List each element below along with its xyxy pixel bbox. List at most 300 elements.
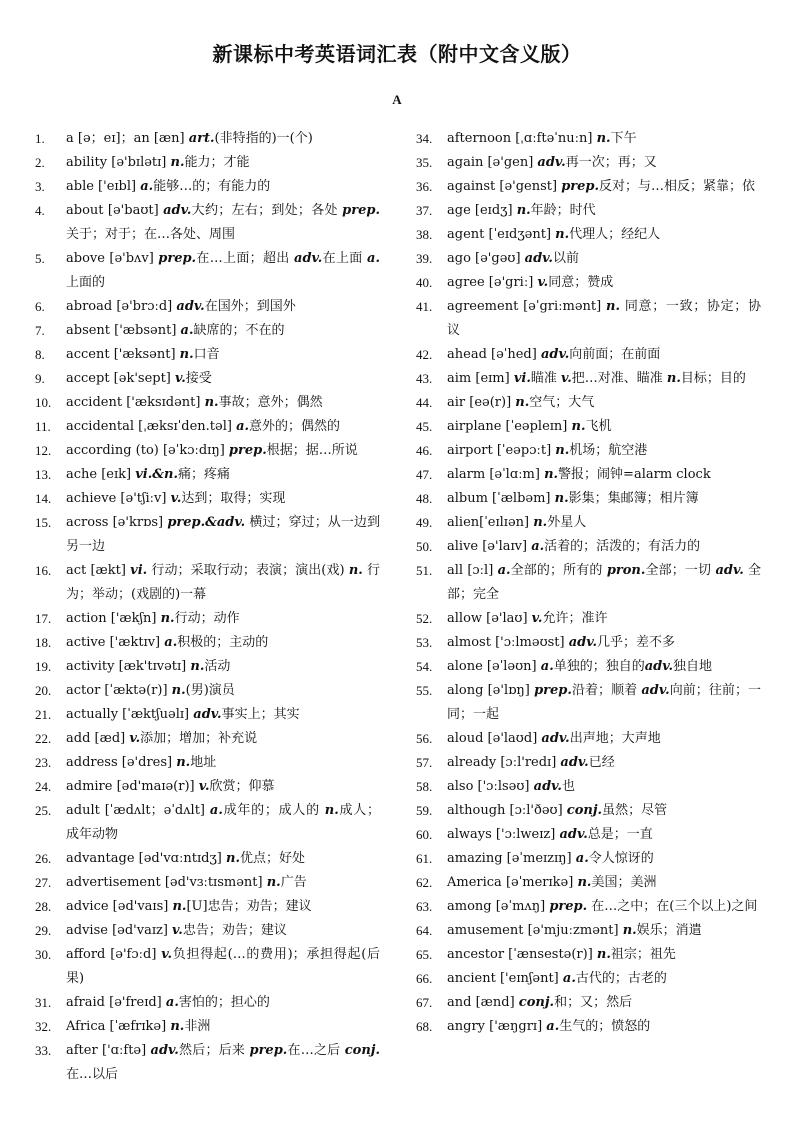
- vocab-entry: [35, 871, 380, 895]
- entry-meaning: 行动；动作: [174, 611, 240, 626]
- entry-meaning: 口音: [193, 347, 220, 362]
- entry-number: 54.: [416, 659, 433, 674]
- part-of-speech: adv.: [641, 683, 670, 698]
- vocab-entry: [416, 415, 761, 439]
- vocab-entry: [35, 343, 380, 367]
- entry-word: alien[ˈeɪlɪən]: [447, 515, 534, 530]
- part-of-speech: art.: [188, 131, 215, 146]
- entry-word: advise [əd'vaɪz]: [66, 923, 173, 938]
- vocab-entry: [416, 727, 761, 751]
- vocab-entry: [416, 463, 761, 487]
- entry-word: afraid [ə'freɪd]: [66, 995, 166, 1010]
- entry-meaning: 负担得起(…的费用)；承担得起(后果): [66, 947, 381, 986]
- entry-meaning: 行动；采取行动；表演；演出(戏): [147, 563, 349, 578]
- entry-number: 46.: [416, 443, 433, 458]
- vocab-entry: [35, 607, 380, 631]
- entry-number: 38.: [416, 227, 433, 242]
- entry-meaning: 痛；疼痛: [177, 467, 230, 482]
- entry-word: aim [eɪm]: [447, 371, 514, 386]
- entry-number: 64.: [416, 923, 433, 938]
- entry-meaning: 意外的；偶然的: [249, 419, 341, 434]
- entry-meaning: 在…之后: [287, 1043, 345, 1058]
- part-of-speech: adv.: [150, 1043, 179, 1058]
- entry-number: 2.: [35, 155, 45, 170]
- entry-text: [447, 679, 761, 727]
- entry-number: 39.: [416, 251, 433, 266]
- part-of-speech: n.: [596, 131, 611, 146]
- entry-meaning: 外星人: [547, 515, 587, 530]
- entry-meaning: 目标；目的: [680, 371, 746, 386]
- entry-meaning: 娱乐；消遣: [636, 923, 702, 938]
- entry-meaning: 已经: [588, 755, 615, 770]
- entry-word: America [əˈmerɪkə]: [447, 875, 578, 890]
- entry-number: 17.: [35, 611, 52, 626]
- entry-meaning: 生气的；愤怒的: [559, 1019, 651, 1034]
- entry-meaning: 接受: [185, 371, 212, 386]
- entry-meaning: 成年的；成人的: [222, 803, 325, 818]
- entry-text: [66, 511, 380, 559]
- vocab-entry: [35, 247, 380, 295]
- entry-number: 65.: [416, 947, 433, 962]
- entry-number: 48.: [416, 491, 433, 506]
- entry-text: [66, 751, 380, 775]
- entry-number: 27.: [35, 875, 52, 890]
- part-of-speech: v.: [170, 491, 182, 506]
- part-of-speech: n.: [577, 875, 592, 890]
- part-of-speech: n.: [606, 299, 621, 314]
- entry-text: [447, 439, 761, 463]
- vocab-entry: [35, 703, 380, 727]
- part-of-speech: n.: [171, 683, 186, 698]
- vocab-entry: [416, 439, 761, 463]
- entry-meaning: 活着的；活泼的；有活力的: [544, 539, 701, 554]
- vocab-entry: [35, 799, 380, 847]
- entry-meaning: 害怕的；担心的: [178, 995, 270, 1010]
- vocab-entry: [35, 727, 380, 751]
- entry-word: action ['ækʃn]: [66, 611, 161, 626]
- entry-number: 23.: [35, 755, 52, 770]
- part-of-speech: n.: [533, 515, 548, 530]
- vocab-entry: [35, 847, 380, 871]
- entry-text: [66, 319, 380, 343]
- part-of-speech: n.: [348, 563, 363, 578]
- entry-number: 15.: [35, 515, 52, 530]
- entry-number: 19.: [35, 659, 52, 674]
- entry-text: [447, 151, 761, 175]
- entry-word: a [ə；eɪ]；an [æn]: [66, 131, 189, 146]
- entry-text: [447, 343, 761, 367]
- entry-meaning: 全部；完全: [447, 563, 761, 602]
- entry-word: accidental [ˌæksɪˈden.təl]: [66, 419, 237, 434]
- entry-meaning: 非洲: [184, 1019, 211, 1034]
- entry-meaning: 全部的；所有的: [510, 563, 607, 578]
- entry-word: all [ɔːl]: [447, 563, 498, 578]
- vocab-entry: [35, 127, 380, 151]
- entry-word: accent ['æksənt]: [66, 347, 180, 362]
- entry-word: activity [æk'tɪvətɪ]: [66, 659, 191, 674]
- vocab-entry: [416, 247, 761, 271]
- part-of-speech: v.: [172, 923, 183, 938]
- part-of-speech: adv.: [193, 707, 222, 722]
- part-of-speech: v.: [175, 371, 186, 386]
- entry-number: 42.: [416, 347, 433, 362]
- entry-word: agreement [əˈgriːmənt]: [447, 299, 607, 314]
- entry-meaning: 在国外；到国外: [204, 299, 296, 314]
- vocab-entry: [416, 127, 761, 151]
- part-of-speech: a.: [540, 659, 554, 674]
- entry-word: address [ə'dres]: [66, 755, 177, 770]
- entry-number: 50.: [416, 539, 433, 554]
- entry-number: 35.: [416, 155, 433, 170]
- part-of-speech: a.: [367, 251, 380, 266]
- entry-number: 25.: [35, 803, 52, 818]
- entry-text: [66, 463, 380, 487]
- entry-text: [447, 535, 761, 559]
- entry-meaning: 达到；取得；实现: [181, 491, 286, 506]
- entry-meaning: 向前；往前；一同；一起: [447, 683, 761, 722]
- entry-meaning: 忠告；劝告；建议: [182, 923, 287, 938]
- entry-word: air [eə(r)]: [447, 395, 516, 410]
- entry-text: [66, 703, 380, 727]
- entry-meaning: 然后；后来: [178, 1043, 250, 1058]
- part-of-speech: prep.: [549, 899, 588, 914]
- entry-number: 52.: [416, 611, 433, 626]
- entry-meaning: 以前: [552, 251, 579, 266]
- part-of-speech: n.: [666, 371, 681, 386]
- entry-number: 68.: [416, 1019, 433, 1034]
- vocab-entry: [35, 655, 380, 679]
- entry-number: 1.: [35, 131, 45, 146]
- entry-meaning: 在…以后: [66, 1067, 119, 1082]
- entry-word: always ['ɔːlweɪz]: [447, 827, 560, 842]
- part-of-speech: n.: [324, 803, 339, 818]
- entry-meaning: 古代的；古老的: [575, 971, 667, 986]
- vocab-entry: [416, 631, 761, 655]
- entry-word: act [ækt]: [66, 563, 131, 578]
- entry-word: also ['ɔːlsəʊ]: [447, 779, 534, 794]
- vocab-entry: [416, 967, 761, 991]
- part-of-speech: adv.: [568, 635, 598, 650]
- part-of-speech: conj.: [344, 1043, 381, 1058]
- entry-word: amusement [ə'mjuːzmənt]: [447, 923, 623, 938]
- vocab-entry: [416, 943, 761, 967]
- entry-text: [447, 1015, 761, 1039]
- part-of-speech: a.: [497, 563, 511, 578]
- part-of-speech: adv.: [540, 347, 570, 362]
- entry-number: 44.: [416, 395, 433, 410]
- entry-text: [447, 871, 761, 895]
- vocab-entry: [35, 295, 380, 319]
- part-of-speech: conj.: [518, 995, 555, 1010]
- entry-meaning: 欣赏；仰慕: [209, 779, 275, 794]
- entry-word: airplane [ˈeəpleɪn]: [447, 419, 572, 434]
- entry-word: after ['ɑːftə]: [66, 1043, 151, 1058]
- vocab-entry: [35, 463, 380, 487]
- entry-number: 41.: [416, 299, 433, 314]
- entry-meaning: 代理人；经纪人: [569, 227, 661, 242]
- entry-text: [447, 607, 761, 631]
- vocab-entry: [416, 175, 761, 199]
- entry-number: 32.: [35, 1019, 52, 1034]
- part-of-speech: conj.: [566, 803, 603, 818]
- entry-number: 67.: [416, 995, 433, 1010]
- entry-text: [447, 751, 761, 775]
- vocab-entry: [416, 1015, 761, 1039]
- entry-text: [66, 1039, 380, 1087]
- entry-word: Africa [ˈæfrɪkə]: [66, 1019, 171, 1034]
- part-of-speech: v.: [537, 275, 549, 290]
- part-of-speech: adv.: [533, 779, 562, 794]
- vocab-entry: [416, 751, 761, 775]
- entry-meaning: 在…上面；超出: [196, 251, 295, 266]
- part-of-speech: n.: [554, 491, 569, 506]
- entry-text: [66, 799, 380, 847]
- entry-meaning: 也: [561, 779, 575, 794]
- part-of-speech: a.: [575, 851, 589, 866]
- vocab-entry: [416, 871, 761, 895]
- entry-text: [66, 175, 380, 199]
- entry-word: agree [ə'griː]: [447, 275, 538, 290]
- entry-number: 33.: [35, 1043, 52, 1058]
- entry-word: against [ə'genst]: [447, 179, 562, 194]
- vocab-entry: [416, 607, 761, 631]
- entry-text: [447, 271, 761, 295]
- part-of-speech: n.: [226, 851, 240, 866]
- entry-word: already [ɔːl'redɪ]: [447, 755, 561, 770]
- entry-number: 9.: [35, 371, 45, 386]
- entry-word: ache [eɪk]: [66, 467, 136, 482]
- entry-meaning: 年龄；时代: [530, 203, 596, 218]
- entry-number: 53.: [416, 635, 433, 650]
- entry-number: 57.: [416, 755, 433, 770]
- vocab-entry: [35, 631, 380, 655]
- part-of-speech: prep.: [158, 251, 197, 266]
- part-of-speech: n.: [596, 947, 611, 962]
- part-of-speech: n.: [190, 659, 205, 674]
- entry-word: alarm [əˈlɑːm]: [447, 467, 545, 482]
- entry-number: 12.: [35, 443, 52, 458]
- entry-text: [447, 247, 761, 271]
- entry-word: afford [ə'fɔːd]: [66, 947, 162, 962]
- vocab-entry: [35, 415, 380, 439]
- entry-meaning: 空气；大气: [529, 395, 595, 410]
- vocab-entry: [416, 367, 761, 391]
- vocab-entry: [35, 559, 380, 607]
- entry-number: 28.: [35, 899, 52, 914]
- part-of-speech: a.: [531, 539, 545, 554]
- entry-word: above [ə'bʌv]: [66, 251, 159, 266]
- entry-number: 62.: [416, 875, 433, 890]
- entry-word: actually [ˈæktʃuəlɪ]: [66, 707, 194, 722]
- vocab-entry: [35, 319, 380, 343]
- entry-text: [447, 847, 761, 871]
- vocab-entry: [416, 271, 761, 295]
- entry-text: [66, 487, 380, 511]
- entry-meaning: 优点；好处: [239, 851, 305, 866]
- entry-number: 7.: [35, 323, 45, 338]
- entry-word: accept [ək'sept]: [66, 371, 176, 386]
- entry-number: 63.: [416, 899, 433, 914]
- part-of-speech: n.: [571, 419, 586, 434]
- entry-number: 58.: [416, 779, 433, 794]
- vocab-entry: [416, 847, 761, 871]
- part-of-speech: a.: [209, 803, 223, 818]
- entry-meaning: 能够…的；有能力的: [153, 179, 271, 194]
- part-of-speech: prep.: [561, 179, 600, 194]
- entry-meaning: 和；又；然后: [554, 995, 633, 1010]
- vocab-entry: [416, 343, 761, 367]
- entry-text: [66, 991, 380, 1015]
- entry-number: 21.: [35, 707, 52, 722]
- entry-number: 24.: [35, 779, 52, 794]
- entry-text: [447, 391, 761, 415]
- entry-meaning: 积极的；主动的: [177, 635, 269, 650]
- entry-word: alone [əˈləʊn]: [447, 659, 541, 674]
- entry-meaning: 能力；才能: [184, 155, 250, 170]
- entry-word: among [əˈmʌŋ]: [447, 899, 550, 914]
- entry-text: [66, 199, 380, 247]
- entry-text: [447, 895, 761, 919]
- entry-number: 8.: [35, 347, 45, 362]
- part-of-speech: adv.: [715, 563, 744, 578]
- part-of-speech: a.: [140, 179, 154, 194]
- entry-text: [66, 439, 380, 463]
- entry-number: 3.: [35, 179, 45, 194]
- part-of-speech: v.: [198, 779, 210, 794]
- part-of-speech: vi.: [130, 563, 148, 578]
- entry-word: ago [ə'gəʊ]: [447, 251, 525, 266]
- section-letter: A: [392, 92, 402, 107]
- vocab-entry: [35, 151, 380, 175]
- part-of-speech: adv.: [294, 251, 323, 266]
- part-of-speech: adv.: [537, 155, 566, 170]
- vocab-entry: [35, 919, 380, 943]
- entry-meaning: 再一次；再；又: [565, 155, 657, 170]
- entry-meaning: 令人惊讶的: [588, 851, 654, 866]
- vocab-entry: [35, 751, 380, 775]
- entry-word: and [ænd]: [447, 995, 519, 1010]
- part-of-speech: v.: [161, 947, 173, 962]
- vocab-entry: [416, 823, 761, 847]
- part-of-speech: a.: [180, 323, 194, 338]
- part-of-speech: a.: [546, 1019, 560, 1034]
- part-of-speech: prep.: [534, 683, 572, 698]
- entry-meaning: 活动: [204, 659, 231, 674]
- entry-word: along [ə'lɒŋ]: [447, 683, 535, 698]
- entry-meaning: 瞄准: [530, 371, 561, 386]
- entry-meaning: 大约；左右；到处；各处: [191, 203, 343, 218]
- part-of-speech: prep.&adv.: [167, 515, 246, 530]
- entry-number: 60.: [416, 827, 433, 842]
- entry-number: 22.: [35, 731, 52, 746]
- entry-text: [447, 175, 761, 199]
- entry-meaning: 关于；对于；在…各处、周围: [66, 227, 236, 242]
- entry-number: 36.: [416, 179, 433, 194]
- entry-number: 26.: [35, 851, 52, 866]
- entry-number: 56.: [416, 731, 433, 746]
- entry-meaning: 影集；集邮簿；相片簿: [568, 491, 699, 506]
- entry-word: ancestor [ˈænsestə(r)]: [447, 947, 597, 962]
- entry-text: [66, 631, 380, 655]
- entry-text: [447, 295, 761, 343]
- vocab-entry: [35, 439, 380, 463]
- part-of-speech: a.: [236, 419, 250, 434]
- vocab-entry: [416, 895, 761, 919]
- entry-text: [447, 775, 761, 799]
- entry-word: abroad [ə'brɔːd]: [66, 299, 177, 314]
- entry-meaning: 广告: [280, 875, 307, 890]
- entry-meaning: 机场；航空港: [569, 443, 648, 458]
- entry-text: [447, 967, 761, 991]
- entry-meaning: 单独的；独自的: [553, 659, 645, 674]
- vocab-entry: [416, 151, 761, 175]
- entry-word: almost ['ɔːlməʊst]: [447, 635, 569, 650]
- entry-meaning: 允许；准许: [542, 611, 608, 626]
- entry-number: 10.: [35, 395, 52, 410]
- vocab-entry: [416, 391, 761, 415]
- entry-meaning: 事故；意外；偶然: [218, 395, 323, 410]
- entry-meaning: 添加；增加；补充说: [140, 731, 258, 746]
- entry-word: active ['æktɪv]: [66, 635, 165, 650]
- part-of-speech: n.: [172, 899, 187, 914]
- vocab-entry: [35, 1039, 380, 1087]
- part-of-speech: adv.: [176, 299, 205, 314]
- entry-word: adult [ˈædʌlt；əˈdʌlt]: [66, 803, 210, 818]
- vocab-entry: [35, 391, 380, 415]
- entry-meaning: 横过；穿过；从一边到另一边: [66, 515, 380, 554]
- part-of-speech: n.: [204, 395, 219, 410]
- entry-word: according (to) [əˈkɔːdɪŋ]: [66, 443, 229, 458]
- entry-meaning: 事实上；其实: [221, 707, 300, 722]
- part-of-speech: pron.: [606, 563, 646, 578]
- entry-text: [66, 343, 380, 367]
- part-of-speech: n.: [515, 395, 530, 410]
- entry-meaning: 总是；一直: [587, 827, 653, 842]
- part-of-speech: adv.: [560, 755, 589, 770]
- entry-number: 49.: [416, 515, 433, 530]
- entry-meaning: (非特指的)一(个): [214, 131, 313, 146]
- entry-word: admire [əd'maɪə(r)]: [66, 779, 199, 794]
- entry-meaning: 地址: [190, 755, 217, 770]
- entry-text: [66, 559, 380, 607]
- entry-meaning: (男)演员: [185, 683, 235, 698]
- entry-text: [66, 295, 380, 319]
- entry-meaning: 沿着；顺着: [571, 683, 642, 698]
- entry-word: again [ə'gen]: [447, 155, 538, 170]
- entry-word: age [eɪdʒ]: [447, 203, 517, 218]
- entry-word: airport [ˈeəpɔːt]: [447, 443, 556, 458]
- entry-number: 20.: [35, 683, 52, 698]
- entry-text: [66, 679, 380, 703]
- part-of-speech: n.: [555, 227, 570, 242]
- entry-meaning: 行为；举动；(戏剧的)一幕: [66, 563, 381, 602]
- vocab-entry: [35, 775, 380, 799]
- entry-text: [447, 511, 761, 535]
- part-of-speech: prep.: [342, 203, 380, 218]
- part-of-speech: n.: [555, 443, 570, 458]
- entry-word: ahead [əˈhed]: [447, 347, 541, 362]
- entry-word: accident ['æksɪdənt]: [66, 395, 205, 410]
- entry-text: [66, 607, 380, 631]
- entry-word: agent [ˈeɪdʒənt]: [447, 227, 556, 242]
- entry-number: 30.: [35, 947, 52, 962]
- entry-word: able ['eɪbl]: [66, 179, 141, 194]
- entry-number: 51.: [416, 563, 433, 578]
- vocab-entry: [416, 919, 761, 943]
- vocab-entry: [35, 679, 380, 703]
- entry-text: [66, 247, 380, 295]
- entry-text: [66, 919, 380, 943]
